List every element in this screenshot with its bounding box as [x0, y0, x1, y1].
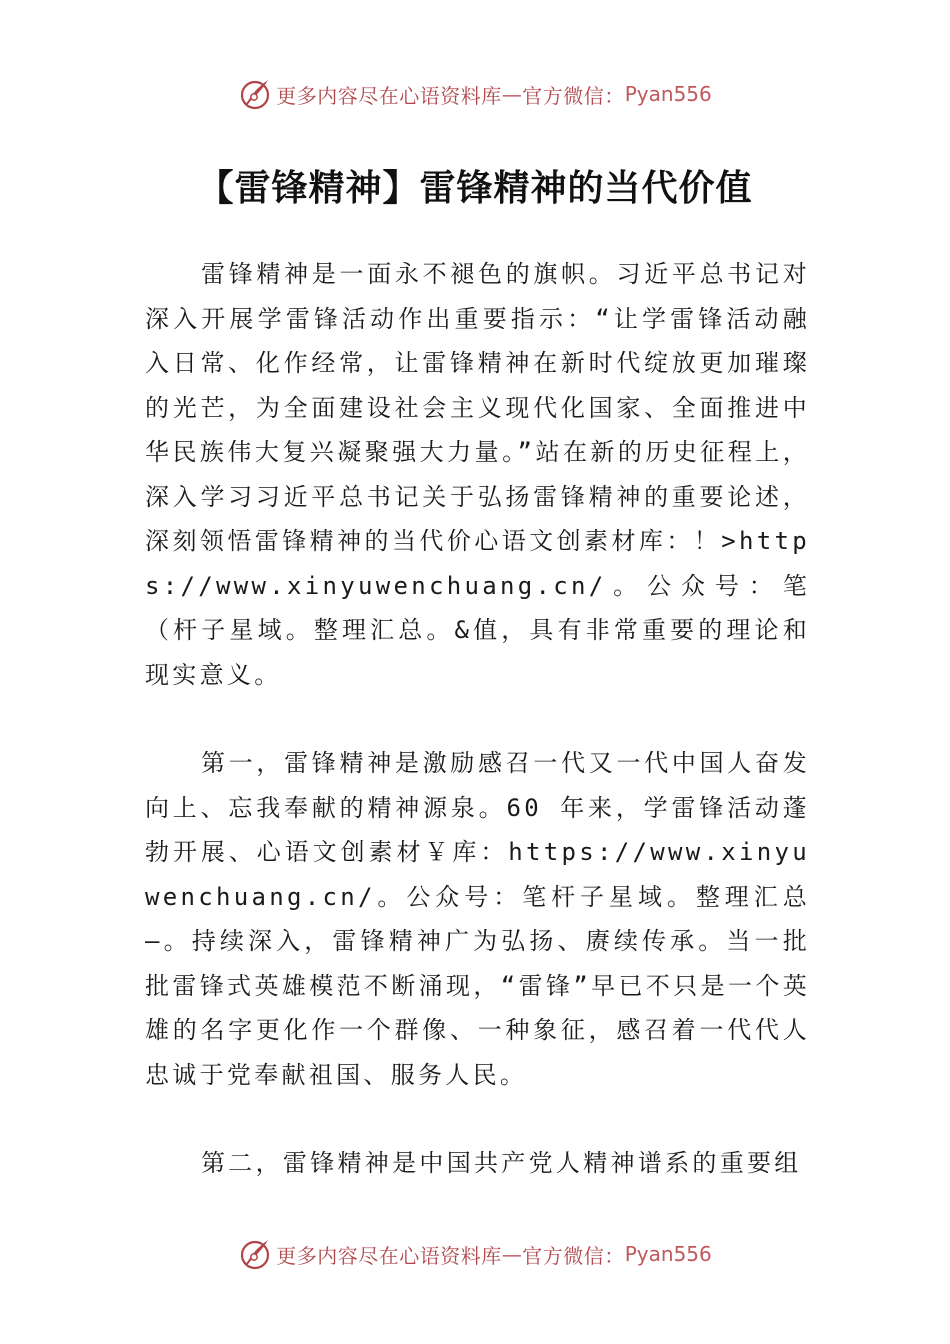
watermark-site-text: 更多内容尽在心语资料库 [276, 83, 502, 108]
watermark-wechat-id: Pyan556 [624, 1242, 712, 1266]
document-body [145, 252, 810, 1230]
quill-pen-logo-icon [238, 1237, 272, 1271]
watermark-wechat-label: 官方微信： [522, 83, 625, 108]
watermark-site-text: 更多内容尽在心语资料库 [276, 1243, 502, 1268]
footer-watermark [0, 1234, 950, 1274]
header-watermark [0, 74, 950, 114]
watermark-separator: — [501, 82, 523, 106]
watermark-wechat-id: Pyan556 [624, 82, 712, 106]
watermark-wechat-label: 官方微信： [522, 1243, 625, 1268]
paragraph-first-point: 第一，雷锋精神是激励感召一代又一代中国人奋发向上、忘我奉献的精神源泉。60 年来，学雷锋活动蓬勃开展、心语文创素材￥库：https://www.xinyuwenchuang.cn/。公众号：笔杆子星域。整理汇总—。持续深入，雷锋精神广为弘扬、赓续传承。当一批批雷锋式英雄模范不断涌现，“雷锋”早已不只是一个英雄的名字更化作一个群像、一种象征，感召着一代代人忠诚于党奉献祖国、服务人民。 [145, 749, 810, 1089]
paragraph-intro: 雷锋精神是一面永不褪色的旗帜。习近平总书记对深入开展学雷锋活动作出重要指示：“让学雷锋活动融入日常、化作经常，让雷锋精神在新时代绽放更加璀璨的光芒，为全面建设社会主义现代化国家、全面推进中华民族伟大复兴凝聚强大力量。”站在新的历史征程上，深入学习习近平总书记关于弘扬雷锋精神的重要论述，深刻领悟雷锋精神的当代价心语文创素材库：！>https://www.xinyuwenchuang.cn/。公众号：笔（杆子星域。整理汇总。&值，具有非常重要的理论和现实意义。 [145, 260, 810, 689]
watermark-separator: — [501, 1242, 523, 1266]
document-title: 【雷锋精神】雷锋精神的当代价值 [197, 168, 753, 209]
quill-pen-logo-icon [238, 77, 272, 111]
paragraph-second-point: 第二，雷锋精神是中国共产党人精神谱系的重要组 [201, 1149, 802, 1177]
